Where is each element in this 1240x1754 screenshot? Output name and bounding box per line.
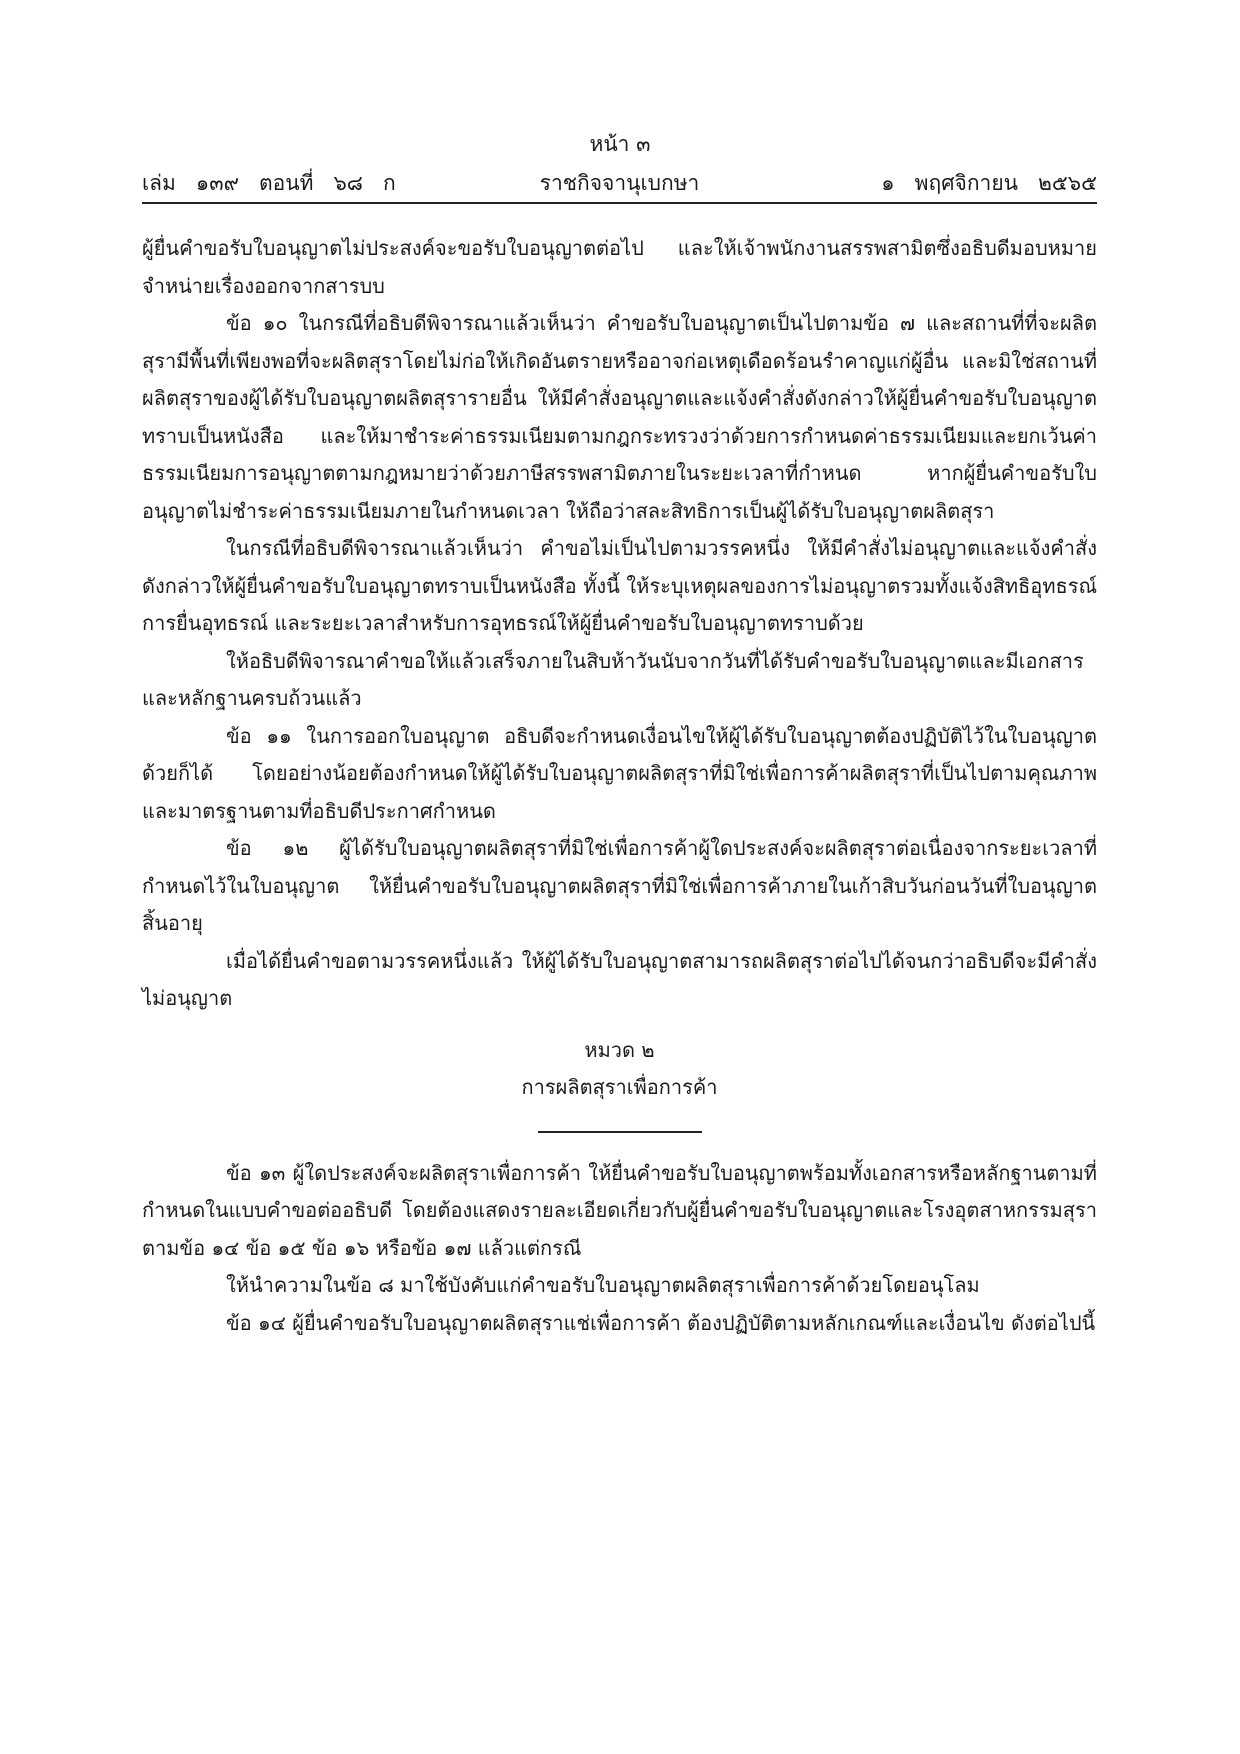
page-number: หน้า ๓ bbox=[589, 132, 651, 156]
running-header bbox=[142, 167, 1097, 197]
chapter-number: หมวด ๒ bbox=[584, 1037, 655, 1062]
paragraph: เมื่อได้ยื่นคำขอตามวรรคหนึ่งแล้ว ให้ผู้ได้รับใบอนุญาตสามารถผลิตสุราต่อไปได้จนกว่าอธิบดีจะมีคำสั่งไม่อนุญาต bbox=[142, 948, 1097, 1010]
paragraph: ข้อ ๑๓ ผู้ใดประสงค์จะผลิตสุราเพื่อการค้า ให้ยื่นคำขอรับใบอนุญาตพร้อมทั้งเอกสารหรือหลักฐานตามที่กำหนดในแบบคำขอต่ออธิบดี โดยต้องแสดงรายละเอียดเกี่ยวกับผู้ยื่นคำขอรับใบอนุญาตและโรงอุตสาหกรรมสุราตามข้อ ๑๔ ข้อ ๑๕ ข้อ ๑๖ หรือข้อ ๑๗ แล้วแต่กรณี bbox=[142, 1160, 1097, 1260]
chapter-heading bbox=[142, 1032, 1097, 1107]
document-body bbox=[142, 230, 1097, 1342]
paragraph: ให้อธิบดีพิจารณาคำขอให้แล้วเสร็จภายในสิบห้าวันนับจากวันที่ได้รับคำขอรับใบอนุญาตและมีเอกสารและหลักฐานครบถ้วนแล้ว bbox=[142, 648, 1084, 710]
paragraph: ข้อ ๑๒ ผู้ได้รับใบอนุญาตผลิตสุราที่มิใช่เพื่อการค้าผู้ใดประสงค์จะผลิตสุราต่อเนื่องจากระยะเวลาที่กำหนดไว้ในใบอนุญาต ให้ยื่นคำขอรับใบอนุญาตผลิตสุราที่มิใช่เพื่อการค้าภายในเก้าสิบวันก่อนวันที่ใบอนุญาตสิ้นอายุ bbox=[142, 836, 1097, 935]
chapter-divider bbox=[538, 1131, 702, 1133]
paragraph: ผู้ยื่นคำขอรับใบอนุญาตไม่ประสงค์จะขอรับใบอนุญาตต่อไป และให้เจ้าพนักงานสรรพสามิตซึ่งอธิบดีมอบหมายจำหน่ายเรื่องออกจากสารบบ bbox=[142, 236, 1097, 298]
publication-date: ๑ พฤศจิกายน ๒๕๖๕ bbox=[881, 171, 1097, 195]
paragraph: ให้นำความในข้อ ๘ มาใช้บังคับแก่คำขอรับใบอนุญาตผลิตสุราเพื่อการค้าด้วยโดยอนุโลม bbox=[226, 1273, 980, 1297]
paragraph: ข้อ ๑๐ ในกรณีที่อธิบดีพิจารณาแล้วเห็นว่า คำขอรับใบอนุญาตเป็นไปตามข้อ ๗ และสถานที่ที่จะผลิตสุรามีพื้นที่เพียงพอที่จะผลิตสุราโดยไม่ก่อให้เกิดอันตรายหรืออาจก่อเหตุเดือดร้อนรำคาญแก่ผู้อื่น และมิใช่สถานที่ผลิตสุราของผู้ได้รับใบอนุญาตผลิตสุรารายอื่น ให้มีคำสั่งอนุญาตและแจ้งคำสั่งดังกล่าวให้ผู้ยื่นคำขอรับใบอนุญาตทราบเป็นหนังสือ และให้มาชำระค่าธรรมเนียมตามกฎกระทรวงว่าด้วยการกำหนดค่าธรรมเนียมและยกเว้นค่าธรรมเนียมการอนุญาตตามกฎหมายว่าด้วยภาษีสรรพสามิตภายในระยะเวลาที่กำหนด หากผู้ยื่นคำขอรับใบอนุญาตไม่ชำระค่าธรรมเนียมภายในกำหนดเวลา ให้ถือว่าสละสิทธิการเป็นผู้ได้รับใบอนุญาตผลิตสุรา bbox=[142, 311, 1097, 523]
volume-info: เล่ม ๑๓๙ ตอนที่ ๖๘ ก bbox=[142, 171, 396, 195]
paragraph: ในกรณีที่อธิบดีพิจารณาแล้วเห็นว่า คำขอไม่เป็นไปตามวรรคหนึ่ง ให้มีคำสั่งไม่อนุญาตและแจ้งคำสั่งดังกล่าวให้ผู้ยื่นคำขอรับใบอนุญาตทราบเป็นหนังสือ ทั้งนี้ ให้ระบุเหตุผลของการไม่อนุญาตรวมทั้งแจ้งสิทธิอุทธรณ์ การยื่นอุทธรณ์ และระยะเวลาสำหรับการอุทธรณ์ให้ผู้ยื่นคำขอรับใบอนุญาตทราบด้วย bbox=[142, 536, 1097, 635]
header-divider bbox=[142, 202, 1097, 204]
paragraph: ข้อ ๑๔ ผู้ยื่นคำขอรับใบอนุญาตผลิตสุราแช่เพื่อการค้า ต้องปฏิบัติตามหลักเกณฑ์และเงื่อนไข ดังต่อไปนี้ bbox=[226, 1310, 1096, 1335]
chapter-title: การผลิตสุราเพื่อการค้า bbox=[521, 1075, 718, 1099]
paragraph: ข้อ ๑๑ ในการออกใบอนุญาต อธิบดีจะกำหนดเงื่อนไขให้ผู้ได้รับใบอนุญาตต้องปฏิบัติไว้ในใบอนุญาตด้วยก็ได้ โดยอย่างน้อยต้องกำหนดให้ผู้ได้รับใบอนุญาตผลิตสุราที่มิใช่เพื่อการค้าผลิตสุราที่เป็นไปตามคุณภาพและมาตรฐานตามที่อธิบดีประกาศกำหนด bbox=[142, 723, 1097, 823]
publication-name: ราชกิจจานุเบกษา bbox=[539, 171, 700, 195]
